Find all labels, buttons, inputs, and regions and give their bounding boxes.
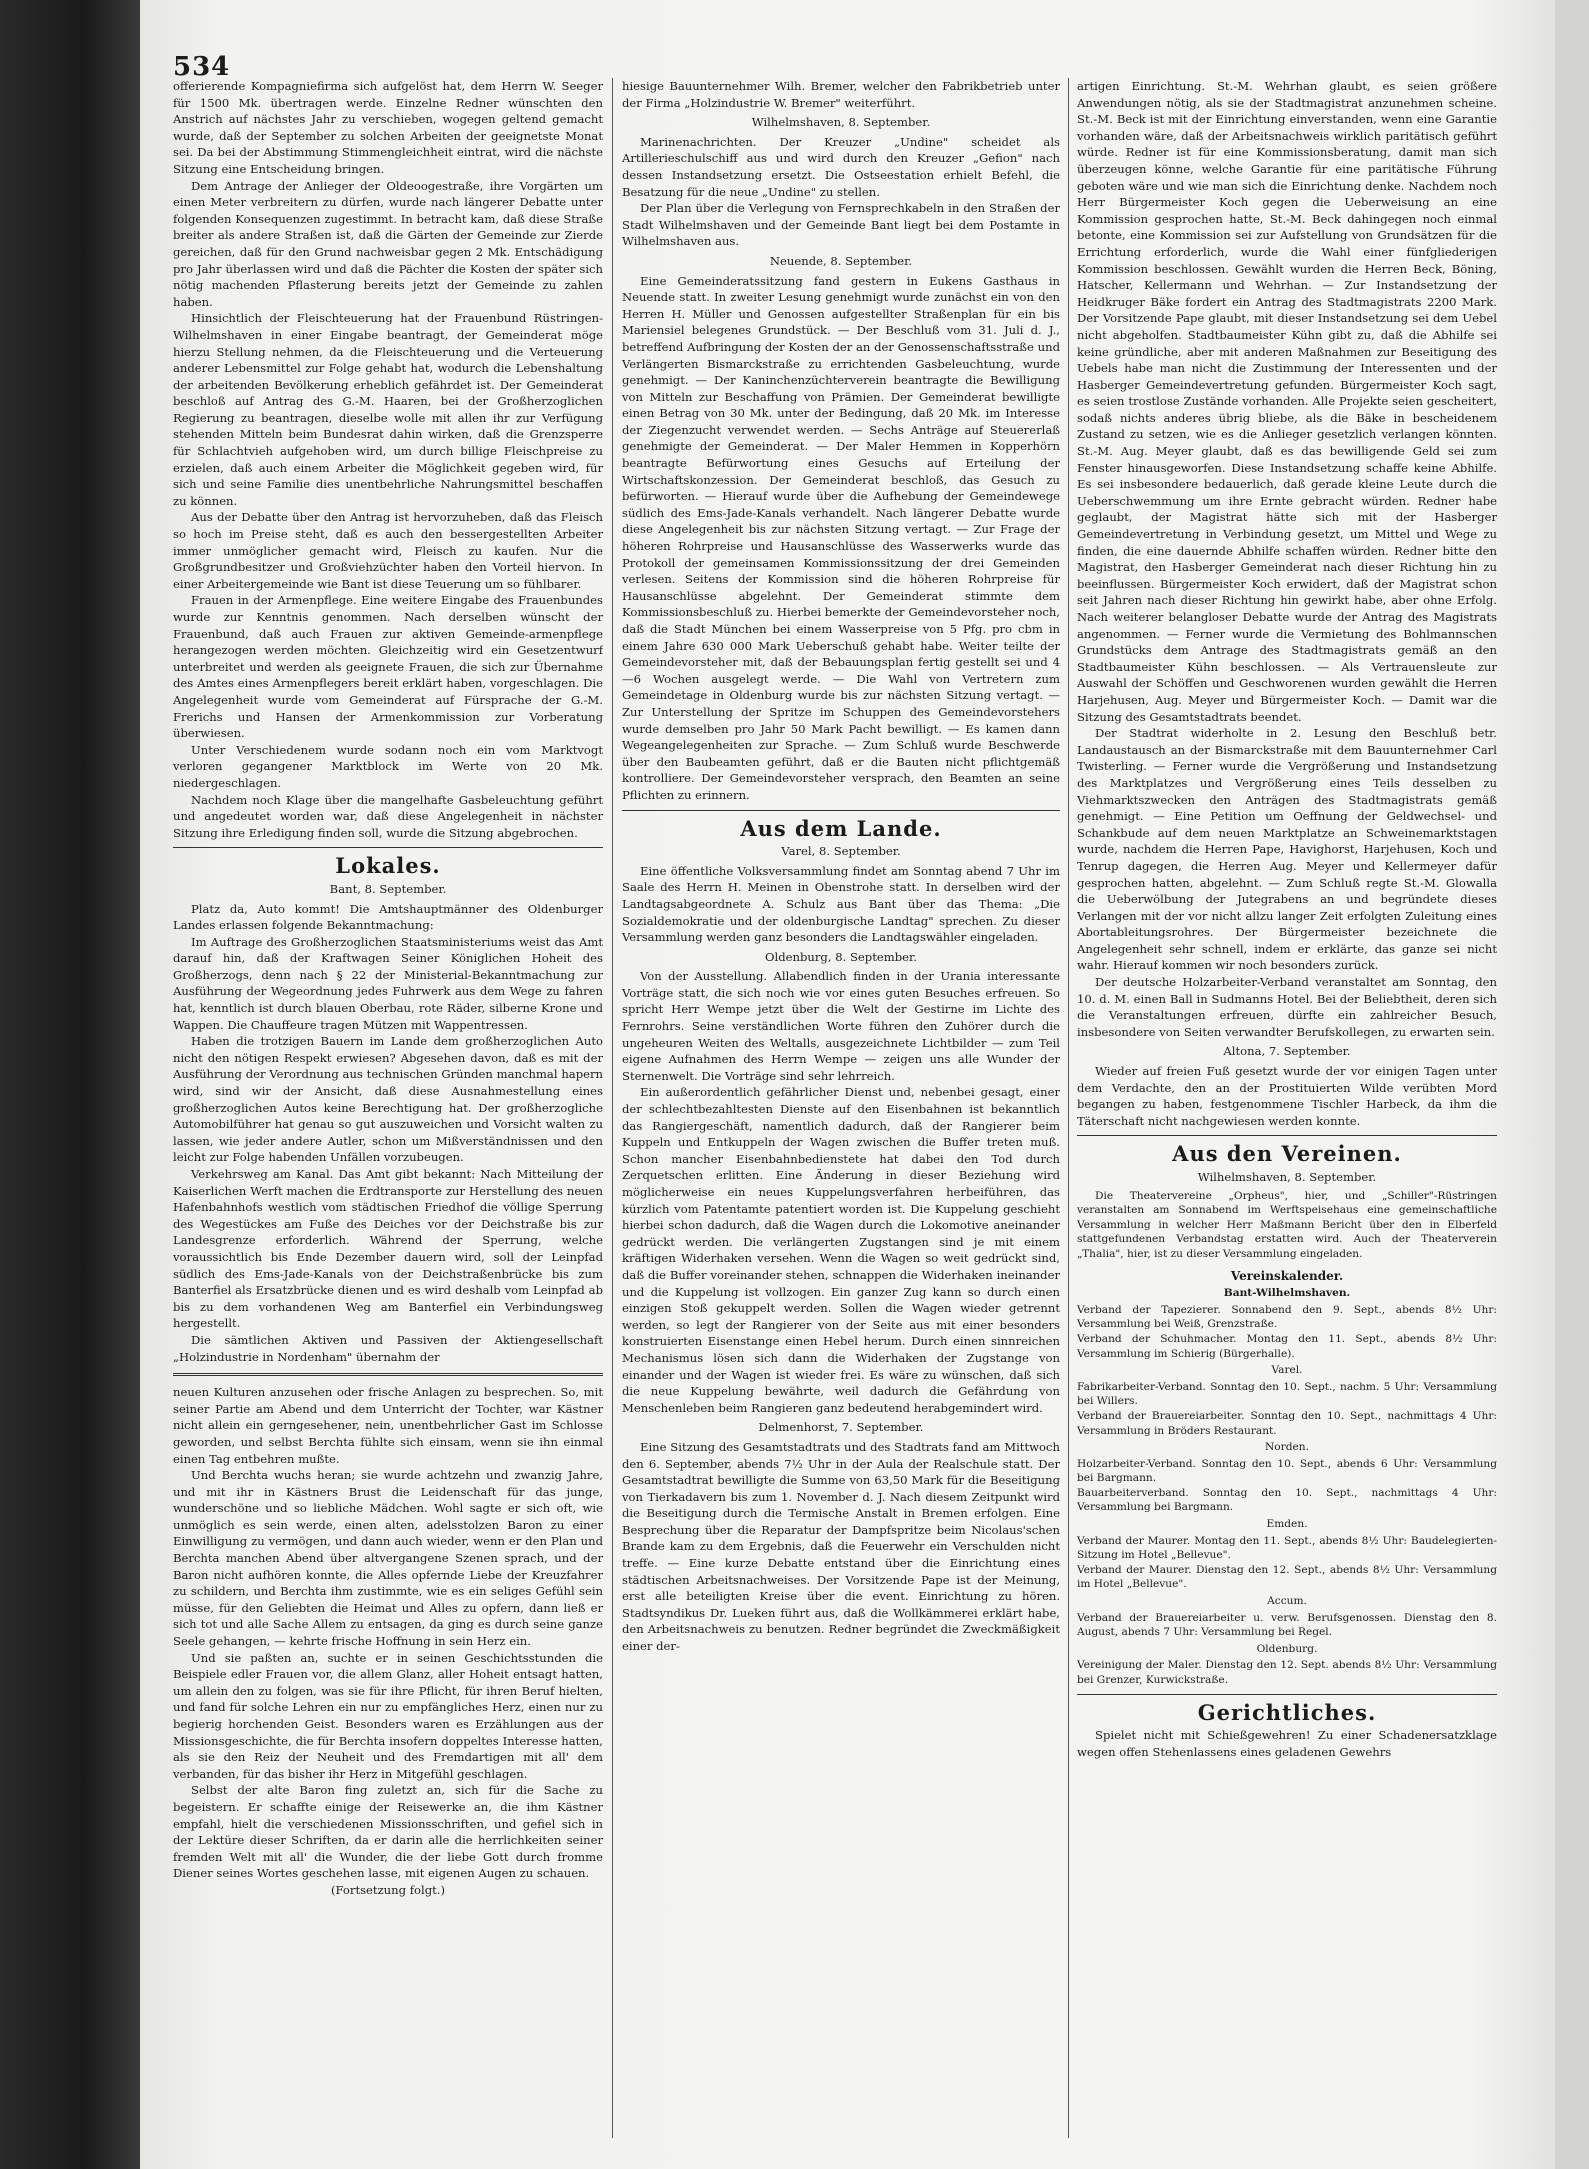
paragraph: Marinenachrichten. Der Kreuzer „Undine" scheidet als Artillerieschulschiff aus und wird durch den Kreuzer „Gefion" nach dessen Instandsetzung ersetzt. Die Ostseestation erhielt Befehl, die Besatzung für die neue „Undine" zu stellen. [622,134,1060,199]
calendar-entry: Verband der Brauereiarbeiter u. verw. Berufsgenossen. Dienstag den 8. August, abends 7 Uhr: Versammlung bei Regel. [1077,1611,1497,1639]
paragraph: hiesige Bauunternehmer Wilh. Bremer, welcher den Fabrikbetrieb unter der Firma „Holzindustrie W. Bremer" weiterführt. [622,79,1060,110]
page-edge [1555,0,1589,2169]
paragraph: offerierende Kompagniefirma sich aufgelöst hat, dem Herrn W. Seeger für 1500 Mk. übertragen werde. Einzelne Redner wünschten den Anstrich auf nächstes Jahr zu verschieben, wogegen geltend gemacht wurde, daß der September zu solchen Arbeiten der geeignetste Monat sei. Da bei der Abstimmung Stimmengleichheit eintrat, wird die nächste Sitzung eine Entscheidung bringen. [173,79,603,176]
page-number: 534 [173,52,231,82]
calendar-entry: Vereinigung der Maler. Dienstag den 12. Sept. abends 8½ Uhr: Versammlung bei Grenzer, Kurwickstraße. [1077,1659,1497,1686]
calendar-title: Vereinskalender. [1230,1268,1344,1283]
paragraph: Eine Gemeinderatssitzung fand gestern in Eukens Gasthaus in Neuende statt. In zweiter Lesung genehmigt wurde zunächst ein von den Herren H. Müller und Genossen aufgestellter Straßenplan für ein bis Mariensiel belegenes Grundstück. — Der Beschluß vom 31. Juli d. J., betreffend Aufbringung der Kosten der an der Genossenschaftsstraße und Verlängerten Bismarckstraße zu errichtenden Gasbeleuchtung, wurde genehmigt. — Der Kaninchenzüchterverein beantragte die Bewilligung von Mitteln zur Beschaffung von Prämien. Der Gemeinderat bewilligte einen Betrag von 30 Mk. unter der Bedingung, daß 20 Mk. im Interesse der Ziegenzucht verwendet werden. — Sechs Anträge auf Steuererlaß genehmigte der Gemeinderat. — Der Maler Hemmen in Kopperhörn beantragte Befürwortung eines Gesuchs auf Erteilung der Wirtschaftskonzession. Der Gemeinderat beschloß, das Gesuch zu befürworten. — Hierauf wurde über die Aufhebung der Gemeindewege südlich des Ems-Jade-Kanals verhandelt. Nach längerer Debatte wurde diese Angelegenheit bis zur nächsten Sitzung vertagt. — Zur Frage der höheren Rohrpreise und Hausanschlüsse des Wasserwerks wurde das Protokoll der gemeinsamen Kommissionssitzung der drei Gemeinden verlesen. Seitens der Kommission sind die höheren Rohrpreise für Hausanschlüsse abgelehnt. Der Gemeinderat stimmte dem Kommissionsbeschluß zu. Hierbei bemerkte der Gemeindevorsteher noch, daß die Stadt München bei einem Wasserpreise von 5 Pfg. pro cbm in einem Jahre 630 000 Mark Ueberschuß gehabt habe. Weiter teilte der Gemeindevorsteher mit, daß der Bebauungsplan fertig gestellt sei und 4—6 Wochen ausgelegt werde. — Die Wahl von Vertretern zum Gemeindetage in Oldenburg wurde bis zur nächsten Sitzung vertagt. — Zur Unterstellung der Spritze im Schuppen des Gemeindevorstehers wurde demselben pro Jahr 50 Mark Pacht bewilligt. — Es kamen dann Wegeangelegenheiten zur Sprache. — Zum Schluß wurde Beschwerde über den Baubeamten geführt, daß er die Bauten nicht pflichtgemäß kontrolliere. Der Gemeindevorsteher versprach, den Beamten an seine Pflichten zu erinnern. [622,273,1060,802]
calendar-entry: Bauarbeiterverband. Sonntag den 10. Sept., nachmittags 4 Uhr: Versammlung bei Bargmann. [1077,1486,1497,1514]
calendar-place: Norden. [1265,1441,1309,1454]
continuation-note: (Fortsetzung folgt.) [330,1882,445,1897]
calendar-entry: Verband der Schuhmacher. Montag den 11. Sept., abends 8½ Uhr: Versammlung im Schierig (Bürgerhalle). [1077,1332,1497,1360]
paragraph: Die sämtlichen Aktiven und Passiven der Aktiengesellschaft „Holzindustrie in Nordenham" übernahm der [173,1332,603,1364]
section-title-gerichtliches: Gerichtliches. [1197,1699,1377,1725]
paragraph: Eine öffentliche Volksversammlung findet am Sonntag abend 7 Uhr im Saale des Herrn H. Meinen in Obenstrohe statt. In derselben wird der Landtagsabgeordnete A. Schulz aus Bant über das Thema: „Die Sozialdemokratie und der oldenburgische Landtag" sprechen. Zu dieser Versammlung werden ganz besonders die Landtagswähler eingeladen. [622,863,1060,945]
paragraph: Aus der Debatte über den Antrag ist hervorzuheben, daß das Fleisch so hoch im Preise steht, daß es auch den bessergestellten Arbeiter immer unmöglicher gemacht wird, Fleisch zu kaufen. Nur die Großgrundbesitzer und Großviehzüchter haben den Vorteil hiervon. In einer Arbeitergemeinde wie Bant ist diese Teuerung um so fühlbarer. [173,510,603,591]
paragraph: Ein außerordentlich gefährlicher Dienst und, nebenbei gesagt, einer der schlechtbezahltesten Dienste auf den Eisenbahnen ist bekanntlich das Rangiergeschäft, namentlich dadurch, daß der Rangierer beim Kuppeln und Entkuppeln der Wagen zwischen die Buffer treten muß. Schon mancher Eisenbahnbedienstete hat dabei den Tod durch Zerquetschen erlitten. Eine Änderung in dieser Beziehung wird möglicherweise ein neues Kuppelungsverfahren herbeiführen, das kürzlich vom Patentamte patentiert worden ist. Die Kuppelung geschieht hierbei schon dadurch, daß die Wagen durch die Lokomotive aneinander gedrückt werden. Die verlängerten Zugstangen sind je mit einem kräftigen Widerhaken versehen. Wenn die Wagen so weit gedrückt sind, daß die Buffer voreinander stehen, schnappen die Widerhaken ineinander und die Kuppelung ist vollzogen. Ein ganzer Zug kann so durch einen einzigen Stoß gekuppelt werden. Sollen die Wagen wieder getrennt werden, so legt der Rangierer von der Seite aus mit einer besonders konstruierten Eisenstange einen Hebel herum. Durch einen sinnreichen Mechanismus lösen sich dann die Widerhaken der Zugstange von einander und der Wagen ist wieder frei. Es wäre zu wünschen, daß sich die neue Kuppelung bewährte, weil dadurch die Gefährdung von Menschenleben beim Rangieren ganz bedeutend herabgemindert wird. [622,1085,1060,1415]
paragraph: Der Plan über die Verlegung von Fernsprechkabeln in den Straßen der Stadt Wilhelmshaven und der Gemeinde Bant liegt bei dem Postamte in Wilhelmshaven aus. [622,201,1060,249]
calendar-entry: Verband der Maurer. Dienstag den 12. Sept., abends 8½ Uhr: Versammlung im Hotel „Bellevue". [1077,1563,1497,1591]
column-2 [622,78,1060,2148]
novel-paragraph: Und Berchta wuchs heran; sie wurde achtzehn und zwanzig Jahre, und mit ihr in Kästners Brust die Leidenschaft für das junge, wunderschöne und so liebliche Mädchen. Wohl sagte er sich oft, wie unmöglich es sein werde, einen alten, adelsstolzen Baron zu einer Einwilligung zu vermögen, und dann auch wieder, wenn er den Plan und Berchta manchen Abend über altvergangene Szenen sprach, und der Baron nicht aufhören konnte, die Alles opfernde Liebe der Kreuzfahrer zu schildern, und Berchta ihm zustimmte, wie es ein seliges Gefühl sein müsse, für den Geliebten die Heimat und Alles zu opfern, dann ließ er sich tot und alle Sache Allem zu entsagen, da ging es durch seine ganze Seele gehangen, — kehrte frische Hoffnung in sein Herz ein. [173,1468,603,1649]
paragraph: Eine Sitzung des Gesamtstadtrats und des Stadtrats fand am Mittwoch den 6. September, abends 7½ Uhr in der Aula der Realschule statt. Der Gesamtstadtrat bewilligte die Summe von 63,50 Mark für die Beseitigung von Tierkadavern bis zum 1. November d. J. Nach diesem Zeitpunkt wird die Beseitigung durch die Termische Anstalt in Bremen erfolgen. Eine Besprechung über die Reparatur der Dampfspritze beim Nicolaus'schen Brande kam zu dem Ergebnis, daß die Feuerwehr ein Verschulden nicht treffe. — Eine kurze Debatte entstand über die Einrichtung eines städtischen Arbeitsnachweises. Der Vorsitzende Pape ist der Meinung, erst alle beteiligten Kreise über die event. Einrichtung zu hören. Stadtsyndikus Dr. Lueken führt aus, daß die Wollkämmerei erklärt habe, den Arbeitsnachweis zu benutzen. Redner begründet die Zweckmäßigkeit einer der- [622,1439,1060,1654]
calendar-place: Emden. [1266,1518,1308,1531]
dateline: Neuende, 8. September. [769,253,913,268]
dateline: Varel, 8. September. [781,844,901,859]
calendar-entry: Verband der Tapezierer. Sonnabend den 9. Sept., abends 8½ Uhr: Versammlung bei Weiß, Grenzstraße. [1077,1303,1497,1331]
section-divider [173,847,603,848]
paragraph: Hinsichtlich der Fleischteuerung hat der Frauenbund Rüstringen-Wilhelmshaven in einer Eingabe beantragt, der Gemeinderat möge hierzu Stellung nehmen, da die Fleischteuerung und die Verteuerung anderer Lebensmittel zur Folge gehabt hat, wodurch die Lebenshaltung der arbeitenden Bevölkerung erheblich gefährdet ist. Der Gemeinderat beschloß auf Antrag des G.-M. Haaren, bei der Großherzoglichen Regierung zu beantragen, dieselbe wolle mit allen ihr zur Verfügung stehenden Mitteln beim Bundesrat dahin wirken, daß die Grenzsperre für Schlachtvieh aufgehoben wird, um durch billige Fleischpreise zu erzielen, daß auch einem Arbeiter die Möglichkeit gegeben wird, für sich und seine Familie dies unentbehrliche Nahrungsmittel beschaffen zu können. [173,311,603,508]
section-divider [1077,1694,1497,1695]
paragraph: Dem Antrage der Anlieger der Oldeoogestraße, ihre Vorgärten um einen Meter verbreitern zu dürfen, wurde nach längerer Debatte unter folgenden Konsequenzen zugestimmt. In betracht kam, daß diese Straße breiter als andere Straßen ist, daß die Gärten der Gemeinde zur Zierde gereichen, daß für den Grund nachweisbar gegen 2 Mk. Entschädigung pro Jahr überlassen wird und daß die Pächter die Kosten der später sich nötig machenden Pflasterung bereits jetzt der Gemeinde zu zahlen haben. [173,178,603,309]
book-binding [0,0,140,2169]
calendar-entry: Verband der Brauereiarbeiter. Sonntag den 10. Sept., nachmittags 4 Uhr: Versammlung in Bröders Restaurant. [1077,1409,1497,1437]
calendar-place: Varel. [1271,1364,1303,1377]
feuilleton-divider [173,1373,603,1376]
dateline: Delmenhorst, 7. September. [758,1420,924,1435]
novel-paragraph: Und sie paßten an, suchte er in seinen Geschichtsstunden die Beispiele edler Frauen vor, die allem Glanz, aller Hoheit entsagt hatten, um allein den zu folgen, was sie für ihre Pflicht, für ihren Beruf hielten, und fand für solche Lehren ein nur zu empfängliches Herz, einen nur zu begierig horchenden Geist. Besonders waren es Erzählungen aus der Missionsgeschichte, die für Berchta insofern doppeltes Interesse hatten, als sie den Reiz der Neuheit und des Fremdartigen mit all' dem verbanden, für das bisher ihr Herz in Mitgefühl geschlagen. [173,1650,603,1781]
paragraph: Wieder auf freien Fuß gesetzt wurde der vor einigen Tagen unter dem Verdachte, den an der Prostituierten Wilde verübten Mord begangen zu haben, festgenommene Tischler Harbeck, da ihm die Täterschaft nicht nachgewiesen werden konnte. [1077,1064,1497,1128]
column-1 [173,78,603,2148]
novel-paragraph: Selbst der alte Baron fing zuletzt an, sich für die Sache zu begeistern. Er schaffte einige der Reisewerke an, die ihm Kästner empfahl, hielt die verschiedenen Missionsschriften, und gefiel sich in der Lektüre dieser Schriften, da er darin alle die herrlichkeiten seiner fremden Welt mit all' die Wunder, die der liebe Gott durch fromme Diener seines Wortes geschehen lasse, mit eigenen Augen zu schauen. [173,1783,603,1881]
novel-paragraph: neuen Kulturen anzusehen oder frische Anlagen zu besprechen. So, mit seiner Partie am Abend und dem Unterricht der Tochter, war Kästner nicht allein ein gerngesehener, nein, unentbehrlicher Gast im Schlosse geworden, und selbst Berchta fühlte sich einsam, wenn sie ihn einmal einen Tag entbehren mußte. [173,1385,603,1466]
paragraph: Spielet nicht mit Schießgewehren! Zu einer Schadenersatzklage wegen offen Stehenlassens eines geladenen Gewehrs [1077,1728,1497,1759]
calendar-place: Bant-Wilhelmshaven. [1223,1287,1351,1300]
paragraph: Unter Verschiedenem wurde sodann noch ein vom Marktvogt verloren gegangener Marktblock im Werte von 20 Mk. niedergeschlagen. [173,742,603,790]
paragraph: Der deutsche Holzarbeiter-Verband veranstaltet am Sonntag, den 10. d. M. einen Ball in Sudmanns Hotel. Bei der Beliebtheit, deren sich die Veranstaltungen erfreuen, dürfte ein zahlreicher Besuch, insbesondere von Seiten verwandter Berufskollegen, zu erwarten sein. [1077,975,1497,1039]
section-title-aus-den-vereinen: Aus den Vereinen. [1172,1141,1402,1167]
dateline: Altona, 7. September. [1223,1044,1351,1059]
column-rule [1068,78,1069,2138]
paragraph: Von der Ausstellung. Allabendlich finden in der Urania interessante Vorträge statt, die sich noch wie vor eines guten Besuches erfreuen. So spricht Herr Wempe jetzt über die Welt der Gestirne im Lichte des Fernrohrs. Seine verständlichen Worte führen den Zuhörer durch die ungeheuren Weiten des Weltalls, ausgezeichnete Lichtbilder — zum Teil eigene Aufnahmen des Herrn Wempe — zeigen uns alle Wunder der Sternenwelt. Die Vorträge sind sehr lehrreich. [622,969,1060,1083]
section-divider [1077,1135,1497,1136]
paragraph: Die Theatervereine „Orpheus", hier, und „Schiller"-Rüstringen veranstalten am Sonnabend im Werftspeisehaus eine gemeinschaftliche Versammlung in welcher Herr Maßmann Bericht über den in Elberfeld stattgefundenen Verbandstag erstatten wird. Auch der Theaterverein „Thalia", hier, ist zu dieser Versammlung eingeladen. [1077,1189,1497,1260]
calendar-entry: Holzarbeiter-Verband. Sonntag den 10. Sept., abends 6 Uhr: Versammlung bei Bargmann. [1077,1457,1497,1485]
section-divider [622,810,1060,811]
paragraph: Der Stadtrat widerholte in 2. Lesung den Beschluß betr. Landaustausch an der Bismarckstraße mit dem Bauunternehmer Carl Twisterling. — Ferner wurde die Vergrößerung und Instandsetzung des Marktplatzes und Vergrößerung eines Teils desselben zu Viehmarktszwecken den Anträgen des Stadtmagistrats gemäß genehmigt. — Eine Petition um Oeffnung der Geldwechsel- und Schankbude auf dem neuen Marktplatze an Schweinemarktstagen wurde, nachdem die Herren Pape, Havighorst, Harjehusen, Koch und Tenrup dagegen, die Herren Aug. Meyer und Kellermeyer dafür gesprochen hatten, abgelehnt. — Zum Schluß regte St.-M. Glowalla die Ueberwölbung der Jutegrabens an und begründete dieses Verlangen mit der vor nicht allzu langer Zeit erfolgten Zuleitung eines Abortableitungsrohres. Der Bürgermeister bezeichnete die Angelegenheit sehr schnell, indem er erklärte, das ganze sei nicht wahr. Hierauf kommen wir noch besonders zurück. [1077,726,1497,973]
column-rule [612,78,613,2138]
dateline: Wilhelmshaven, 8. September. [1197,1170,1377,1184]
calendar-entry: Verband der Maurer. Montag den 11. Sept., abends 8½ Uhr: Baudelegierten-Sitzung im Hotel „Bellevue". [1077,1534,1497,1562]
paragraph: Nachdem noch Klage über die mangelhafte Gasbeleuchtung geführt und angedeutet worden war, daß diese Angelegenheit in nächster Sitzung ihre Erledigung finden soll, wurde die Sitzung abgebrochen. [173,792,603,840]
calendar-entry: Fabrikarbeiter-Verband. Sonntag den 10. Sept., nachm. 5 Uhr: Versammlung bei Willers. [1077,1380,1497,1408]
dateline: Bant, 8. September. [329,881,447,896]
column-3 [1077,78,1497,2148]
dateline: Wilhelmshaven, 8. September. [751,115,931,130]
section-title-aus-dem-lande: Aus dem Lande. [740,815,942,841]
paragraph: Platz da, Auto kommt! Die Amtshauptmänner des Oldenburger Landes erlassen folgende Bekanntmachung: [173,901,603,933]
dateline: Oldenburg, 8. September. [765,949,917,964]
calendar-place: Oldenburg. [1256,1642,1318,1655]
section-title-lokales: Lokales. [335,853,441,879]
paragraph: Frauen in der Armenpflege. Eine weitere Eingabe des Frauenbundes wurde zur Kenntnis genommen. Nach derselben wünscht der Frauenbund, daß auch Frauen zur aktiven Gemeinde-armenpflege herangezogen werden möchten. Gleichzeitig wird ein Gesetzentwurf unterbreitet und werden als geeignete Frauen, die sich zur Übernahme des Amtes eines Armenpflegers bereit erklärt haben, vorgeschlagen. Die Angelegenheit wurde vom Gemeinderat auf Fürsprache der G.-M. Frerichs und Hansen der Armenkommission zur Vorberatung überwiesen. [173,593,603,741]
newspaper-page [140,0,1555,2169]
calendar-place: Accum. [1267,1595,1307,1608]
paragraph: Haben die trotzigen Bauern im Lande dem großherzoglichen Auto nicht den nötigen Respekt erwiesen? Abgesehen davon, daß es mit der Ausführung der Verordnung aus technischen Gründen manchmal hapern wird, sind wir der Ansicht, daß diese Ausnahmestellung eines großherzoglichen Autos keine Berechtigung hat. Der großherzogliche Automobilführer hat genau so gut auszuweichen und Vorsicht walten zu lassen, wie jeder andere Autler, schon um Mißverständnissen und den leicht zur Folge habenden Unfällen vorzubeugen. [173,1034,603,1165]
paragraph: artigen Einrichtung. St.-M. Wehrhan glaubt, es seien größere Anwendungen nötig, als sie der Stadtmagistrat anzunehmen scheine. St.-M. Beck ist mit der Einrichtung einverstanden, wenn eine Garantie vorhanden wäre, daß der Arbeitsnachweis wirklich paritätisch geführt würde. Redner ist für eine Kommissionsberatung, damit man sich überzeugen könne, welche Garantie für eine paritätische Führung geboten wäre und wie man sich die Einrichtung denke. Nachdem noch Herr Bürgermeister Koch gegen die Ueberweisung an eine Kommission gesprochen hatte, St.-M. Beck dahingegen noch einmal betonte, eine Kommission sei zur Aufstellung von Grundsätzen für die Errichtung erforderlich, wurde die Wahl einer fünfgliederigen Kommission beschlossen. Gewählt wurden die Herren Beck, Böning, Hatscher, Kellermann und Wehrhan. — Zur Instandsetzung der Heidkruger Bäke fordert ein Antrag des Stadtmagistrats 2200 Mark. Der Vorsitzende Pape glaubt, mit dieser Instandsetzung sei dem Uebel nicht abgeholfen. Stadtbaumeister Kühn gibt zu, daß die Abhilfe sei keine gründliche, aber mit anderen Maßnahmen zur Beseitigung des Uebels habe man nicht die Zustimmung der Interessenten und der Hasberger Gemeindevertretung gefunden. Bürgermeister Koch sagt, es seien trostlose Zustände vorhanden. Alle Projekte seien gescheitert, sodaß nichts anderes übrig bliebe, als die Bäke in bescheidenem Zustand zu setzen, wie es die Anlieger gesetzlich verlangen könnten. St.-M. Aug. Meyer glaubt, daß es das bewilligende Geld sei zum Fenster hinausgeworfen. Diese Instandsetzung schaffe keine Abhilfe. Es sei insbesondere bedauerlich, daß gerade kleine Leute durch die Ueberschwemmung um ihre Ernte gebracht würden. Redner habe geglaubt, der Magistrat hätte sich mit der Hasberger Gemeindevertretung in Verbindung gesetzt, um Mittel und Wege zu finden, die eine dauernde Abhilfe schaffen würden. Redner bitte den Magistrat, den Hasberger Gemeinderat nach dieser Richtung hin zu beeinflussen. Bürgermeister Koch erwidert, daß der Magistrat schon seit Jahren nach dieser Richtung hin gewirkt habe, aber ohne Erfolg. Nach weiterer belangloser Debatte wurde der Antrag des Magistrats angenommen. — Ferner wurde die Vermietung des Bohlmannschen Grundstücks dem Antrage des Stadtmagistrats gemäß an den Stadtbaumeister Kühn beschlossen. — Als Vertrauensleute zur Auswahl der Schöffen und Geschworenen wurden gewählt die Herren Harjehusen, Aug. Meyer und Bürgermeister Koch. — Damit war die Sitzung des Gesamtstadtrats beendet. [1077,79,1497,724]
paragraph: Verkehrsweg am Kanal. Das Amt gibt bekannt: Nach Mitteilung der Kaiserlichen Werft machen die Erdtransporte zur Herstellung des neuen Hafenbahnhofs westlich vom städtischen Friedhof die völlige Sperrung des Wegestückes am Fuße des Deiches vor der Deichstraße bis zur Landesgrenze erforderlich. Während der Sperrung, welche voraussichtlich bis Ende Dezember dauern wird, soll der Leinpfad südlich des Ems-Jade-Kanals von der Deichstraßenbrücke bis zum Banterfiel als Ersatzbrücke dienen und es wird deshalb vom Leinpfad ab bis zu dem vorhandenen Weg am Banterfiel ein Verbindungsweg hergestellt. [173,1167,603,1331]
paragraph: Im Auftrage des Großherzoglichen Staatsministeriums weist das Amt darauf hin, daß der Kraftwagen Seiner Königlichen Hoheit des Großherzogs, denn nach § 22 der Ministerial-Bekanntmachung zur Ausführung der Wegeordnung jedes Fuhrwerk aus dem Wege zu fahren hat, kenntlich ist durch blauen Oberbau, rote Räder, silberne Krone und Wappen. Die Chauffeure tragen Mützen mit Wappentressen. [173,934,603,1032]
